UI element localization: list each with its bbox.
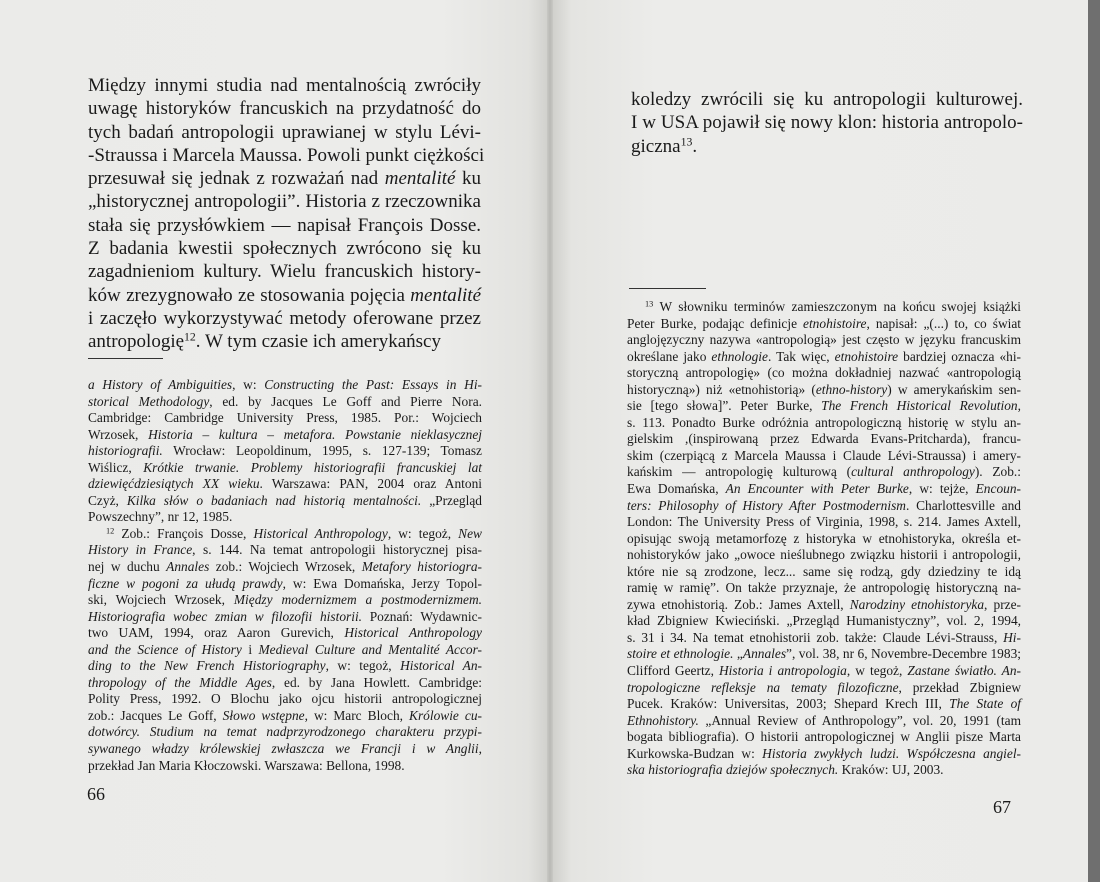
body-text-line: Między innymi studia nad mentalnością zwróciły [88, 75, 481, 96]
footnote-line: Cambridge: Cambridge University Press, 1985. Por.: Wojciech [88, 410, 482, 426]
footnote-line: opisując swoją metamorfozę z historyka w etnohistoryka, określa et- [627, 530, 1021, 546]
footnote-line: Peter Burke, podając definicje etnohistoire, napisał: „(...) to, co świat [627, 315, 1021, 331]
footnote-line: tropologiczne refleksje na tematy filozoficzne, przekład Zbigniew [627, 679, 1021, 695]
footnote-line: s. 113. Ponadto Burke odróżnia antropologiczną historię w stylu an- [627, 414, 1021, 430]
footnote-line: Ethnohistory. „Annual Review of Anthropology”, vol. 20, 1991 (tam [627, 712, 1021, 728]
footnote-line: Clifford Geertz, Historia i antropologia, w tegoż, Zastane światło. An- [627, 663, 1021, 679]
body-text-line: i zaczęło wykorzystywać metody oferowane przez [88, 307, 481, 329]
footnote-line: stoire et ethnologie. „Annales”, vol. 38, nr 6, Novembre-Decembre 1983; [627, 646, 1021, 662]
footnote-line: zywa etnohistorią. Zob.: James Axtell, Narodziny etnohistoryka, prze- [627, 596, 1021, 612]
body-text-line: uwagę historyków francuskich na przydatność do [88, 98, 481, 120]
body-text-line: „historycznej antropologii”. Historia z rzeczownika [88, 191, 481, 213]
footnote-line: ters: Philosophy of History After Postmodernism. Charlottesville and [627, 497, 1022, 513]
footnote-line: określane jako ethnologie. Tak więc, etnohistoire bardziej oznacza «hi- [627, 348, 1022, 364]
footnote-line: s. 31 i 34. Na temat etnohistorii zob. także: Claude Lévi-Strauss, Hi- [627, 629, 1021, 645]
left-body-text [88, 74, 485, 354]
footnote-line: gielskim ,(inspirowaną przez Edwarda Evans-Pritcharda), francu- [627, 431, 1021, 447]
body-text-line: przesuwał się jednak z rozważań nad mentalité ku [88, 168, 482, 190]
footnote-line: History in France, s. 144. Na temat antropologii historycznej pisa- [88, 542, 482, 558]
body-text-line: stała się przysłówkiem — napisał François Dosse. [88, 214, 481, 236]
footnote-line: ding to the New French Historiography, w: tegoż, Historical An- [88, 658, 482, 674]
footnote-line: $^{12}$ Zob.: François Dosse, Historical Anthropology, w: tegoż, New [106, 525, 482, 541]
footnote-line: storyczną antropologię» (co można dokładniej nazwać «antropologią [627, 365, 1021, 381]
left-page-number: 66 [87, 784, 105, 804]
footnote-line: sywanego władzy królewskiej zwłaszcza we Francji i w Anglii, [88, 741, 482, 757]
footnote-line: Czyż, Kilka słów o badaniach nad historią mentalności. „Przegląd [88, 492, 482, 508]
footnote-line: Polity Press, 1992. O Blochu jako ojcu historii antropologicznej [88, 691, 482, 707]
footnote-line: ficzne w pogoni za ułudą prawdy, w: Ewa Domańska, Jerzy Topol- [88, 575, 482, 591]
footnote-line: Kurkowska-Budzan w: Historia zwykłych ludzi. Współczesna angiel- [627, 745, 1021, 761]
footnote-line: and the Science of History i Medieval Culture and Mentalité Accor- [88, 641, 483, 657]
footnote-line: Pucek. Kraków: Universitas, 2003; Shepard Krech III, The State of [627, 696, 1022, 712]
body-text-line: antropologię$^{12}$. W tym czasie ich amerykańscy [88, 330, 441, 353]
right-body-text [631, 88, 1023, 158]
body-text-line: giczna$^{13}$. [631, 135, 698, 157]
footnote-line: nej w duchu Annales zob.: Wojciech Wrzosek, Metafory historiogra- [88, 559, 482, 575]
page-edge-shadow [1088, 0, 1100, 882]
footnote-line: skim (czerpiącą z Marcela Maussa i Claude Lévi-Straussa) i amery- [627, 447, 1021, 463]
footnote-line: nohistoryków jako „owoce nieślubnego związku historii i antropologii, [627, 547, 1021, 563]
footnote-line: historiografii. Wrocław: Leopoldinum, 1995, s. 127-139; Tomasz [88, 443, 482, 459]
footnote-line: przekład Jan Maria Kłoczowski. Warszawa: Bellona, 1998. [88, 757, 405, 773]
body-text-line: -Straussa i Marcela Maussa. Powoli punkt ciężkości [88, 144, 485, 166]
footnote-line: London: The University Press of Virginia, 1998, s. 214. James Axtell, [627, 514, 1021, 530]
footnote-line: ramię w ramię”. On także przyznaje, że antropologię historyczną na- [627, 580, 1021, 596]
footnote-line: thropology of the Middle Ages, ed. by Jana Howlett. Cambridge: [88, 674, 482, 690]
footnote-line: Historiografia wobec zmian w filozofii historii. Poznań: Wydawnic- [88, 608, 482, 624]
footnote-line: Ewa Domańska, An Encounter with Peter Burke, w: tejże, Encoun- [627, 481, 1021, 497]
body-text-line: tych badań antropologii uprawianej w stylu Lévi- [88, 121, 481, 143]
footnote-line: $^{13}$ W słowniku terminów zamieszczonym na końcu swojej książki [645, 299, 1021, 314]
footnote-line: dotwórcy. Studium na temat nadprzyrodzonego charakteru przypi- [88, 724, 482, 740]
right-footnote-rule [629, 288, 706, 289]
footnote-line: Powszechny”, nr 12, 1985. [88, 509, 233, 525]
footnote-line: które nie są zrodzone, lecz... same się rodzą, gdy dziedziny te idą [627, 563, 1021, 579]
book-gutter [547, 0, 553, 882]
footnote-line: ska historiografia dziejów społecznych. Kraków: UJ, 2003. [627, 762, 944, 778]
body-text-line: ków zrezygnowało ze stosowania pojęcia mentalité [88, 284, 481, 306]
left-footnote-rule [88, 358, 163, 359]
footnote-line: sie [tego słowa]”. Peter Burke, The French Historical Revolution, [627, 398, 1021, 414]
footnote-line: two UAM, 1994, oraz Aaron Gurevich, Historical Anthropology [88, 625, 482, 641]
footnote-line: Wiślicz, Krótkie trwanie. Problemy historiografii francuskiej lat [88, 459, 482, 475]
footnote-line: a History of Ambiguities, w: Constructing the Past: Essays in Hi- [88, 377, 483, 392]
right-footnotes [627, 299, 1021, 779]
footnote-line: dziewięćdziesiątych XX wieku. Warszawa: PAN, 2004 oraz Antoni [88, 476, 482, 492]
body-text-line: I w USA pojawił się nowy klon: historia antropolo- [631, 112, 1023, 134]
footnote-line: historyczną») niż «etnohistorią» (ethno-history) w amerykańskim sen- [627, 381, 1021, 397]
footnote-line: storical Methodology, ed. by Jacques Le Goff and Pierre Nora. [88, 393, 482, 409]
footnote-line: anglojęzyczny nazywa «antropologią» jest często w języku francuskim [627, 332, 1021, 348]
right-page-number: 67 [993, 797, 1011, 817]
footnote-line: kład Zbigniew Kwieciński. „Przegląd Humanistyczny”, vol. 2, 1994, [627, 613, 1021, 629]
footnote-line: Wrzosek, Historia – kultura – metafora. Powstanie nieklasycznej [88, 426, 483, 442]
right-page [550, 0, 1088, 882]
body-text-line: zagadnieniom kultury. Wielu francuskich history- [88, 261, 481, 283]
footnote-line: ski, Wojciech Wrzosek, Między modernizmem a postmodernizmem. [88, 592, 482, 608]
left-footnotes [88, 377, 482, 774]
footnote-line: bogata bibliografia). O historii antropologicznej w Anglii pisze Marta [627, 729, 1021, 745]
body-text-line: Z badania kwestii społecznych zwrócono się ku [88, 238, 481, 260]
footnote-line: zob.: Jacques Le Goff, Słowo wstępne, w: Marc Bloch, Królowie cu- [88, 707, 482, 723]
body-text-line: koledzy zwrócili się ku antropologii kulturowej. [631, 89, 1023, 110]
footnote-line: kańskim — antropologię kulturową (cultural anthropology). Zob.: [627, 464, 1022, 480]
